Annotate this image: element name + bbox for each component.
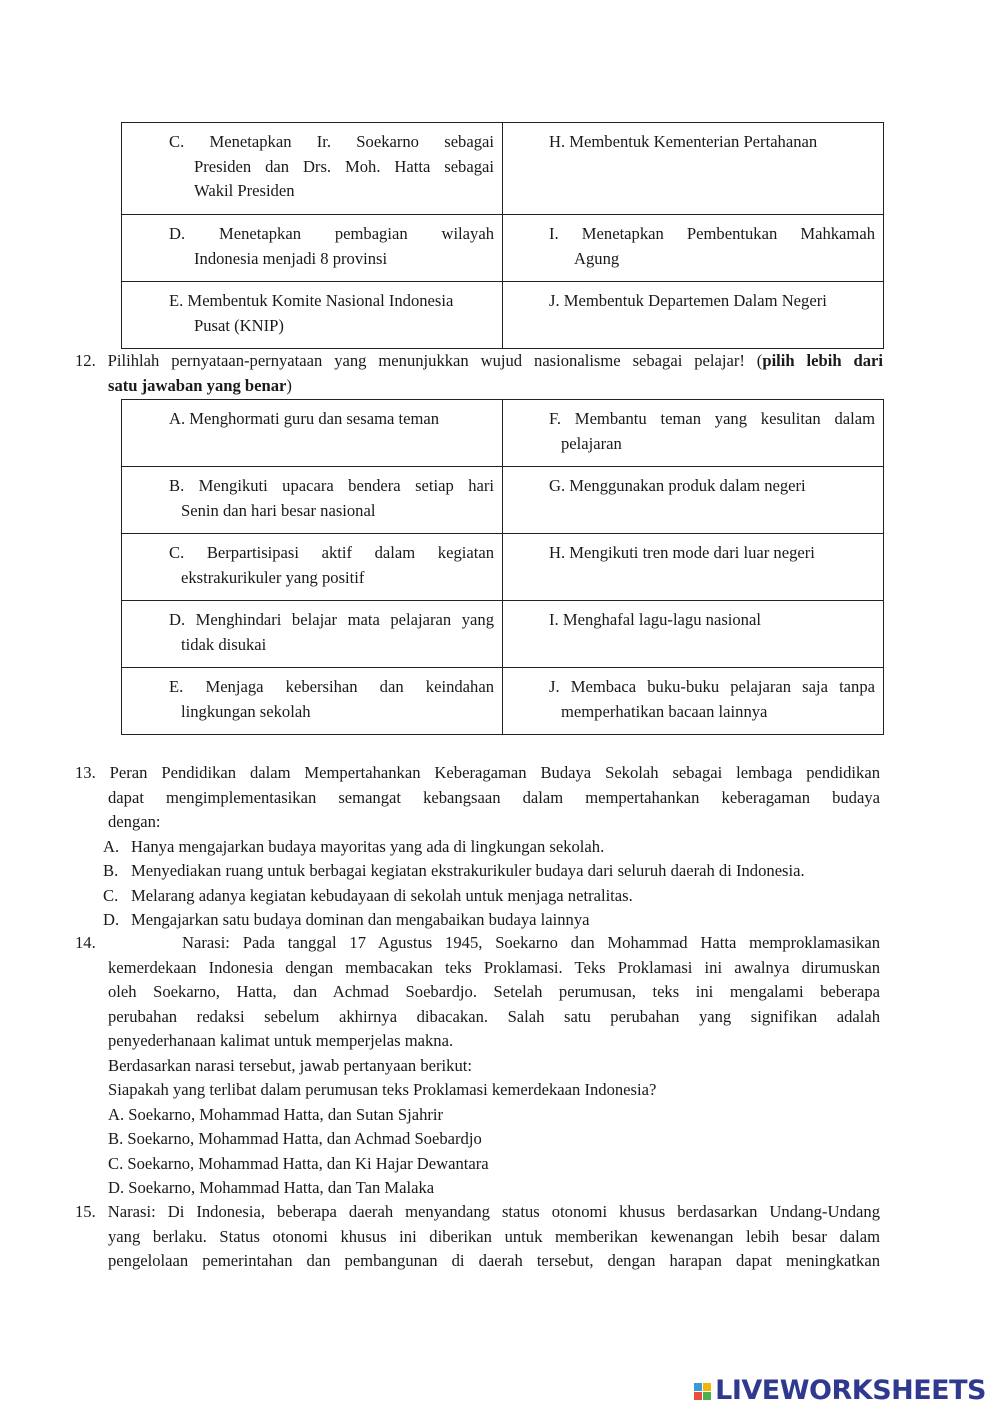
- option-cell: [503, 282, 884, 349]
- question-13: [75, 761, 880, 933]
- option-text: I. Menghafal lagu-lagu nasional: [549, 610, 761, 629]
- answer-option[interactable]: [103, 884, 880, 909]
- question-number: 13.: [75, 763, 96, 782]
- table-row: [122, 400, 884, 467]
- option-cell: [503, 467, 884, 534]
- option-cell: [503, 123, 884, 215]
- option-text: Presiden dan Drs. Moh. Hatta sebagai: [194, 156, 494, 176]
- option-label: B.: [103, 861, 119, 880]
- answer-option[interactable]: C. Soekarno, Mohammad Hatta, dan Ki Hajar Dewantara: [108, 1153, 489, 1173]
- answer-option[interactable]: D. Soekarno, Mohammad Hatta, dan Tan Malaka: [108, 1178, 435, 1197]
- question-text: Narasi: Di Indonesia, beberapa daerah menyandang status otonomi khusus berdasarkan Undang-Undang: [107, 1202, 880, 1221]
- table-row: [122, 215, 884, 282]
- option-text: Hanya mengajarkan budaya mayoritas yang ada di lingkungan sekolah.: [131, 836, 605, 856]
- option-text: E. Menjaga kebersihan dan keindahan: [169, 677, 494, 696]
- option-cell: [122, 534, 503, 601]
- question-text: yang berlaku. Status otonomi khusus ini diberikan untuk memberikan kewenangan lebih besar dalam: [108, 1226, 880, 1246]
- question-text: oleh Soekarno, Hatta, dan Achmad Soebardjo. Setelah perumusan, teks ini mengalami beberapa: [108, 982, 880, 1001]
- table-row: [122, 601, 884, 668]
- option-text: A. Menghormati guru dan sesama teman: [169, 409, 440, 428]
- option-cell: [503, 601, 884, 668]
- answer-option[interactable]: B. Soekarno, Mohammad Hatta, dan Achmad Soebardjo: [108, 1129, 482, 1148]
- question-text: kemerdekaan Indonesia dengan membacakan teks Proklamasi. Teks Proklamasi ini awalnya dirumuskan: [108, 957, 880, 977]
- option-cell: [122, 400, 503, 467]
- brand-name: LIVEWORKSHEETS: [715, 1374, 986, 1406]
- liveworksheets-logo: [694, 1376, 986, 1406]
- option-text: pelajaran: [561, 433, 622, 453]
- option-cell: [122, 123, 503, 215]
- q11-options-table: [121, 122, 884, 349]
- option-text: J. Membaca buku-buku pelajaran saja tanpa: [549, 677, 875, 696]
- option-text: Menyediakan ruang untuk berbagai kegiatan ekstrakurikuler budaya dari seluruh daerah di Indonesia.: [131, 861, 805, 880]
- table-row: [122, 668, 884, 735]
- option-text: H. Membentuk Kementerian Pertahanan: [549, 132, 818, 151]
- option-text: F. Membantu teman yang kesulitan dalam: [549, 409, 875, 428]
- option-cell: [122, 282, 503, 349]
- question-emphasis: satu jawaban yang benar: [108, 375, 287, 395]
- option-cell: [503, 400, 884, 467]
- answer-option[interactable]: [103, 835, 880, 860]
- option-text: C. Berpartisipasi aktif dalam kegiatan: [169, 543, 494, 562]
- option-text: ekstrakurikuler yang positif: [181, 567, 365, 587]
- question-number: 15.: [75, 1202, 96, 1221]
- option-text: E. Membentuk Komite Nasional Indonesia: [169, 291, 454, 310]
- question-number: 12.: [75, 351, 96, 370]
- question-number: 14.: [75, 933, 96, 952]
- option-text: J. Membentuk Departemen Dalam Negeri: [549, 291, 827, 310]
- option-cell: [503, 668, 884, 735]
- option-text: Pusat (KNIP): [194, 315, 284, 335]
- table-row: [122, 467, 884, 534]
- question-text: perubahan redaksi sebelum akhirnya dibacakan. Salah satu perubahan yang signifikan adalah: [108, 1006, 880, 1026]
- option-text: B. Mengikuti upacara bendera setiap hari: [169, 476, 494, 495]
- option-text: Agung: [574, 248, 620, 268]
- option-text: Wakil Presiden: [194, 181, 295, 200]
- option-text: G. Menggunakan produk dalam negeri: [549, 476, 806, 495]
- question-emphasis: pilih lebih dari: [762, 351, 883, 370]
- option-label: A.: [103, 836, 120, 856]
- question-text: Narasi: Pada tanggal 17 Agustus 1945, Soekarno dan Mohammad Hatta memproklamasikan: [182, 933, 880, 952]
- option-cell: [503, 215, 884, 282]
- question-15: [75, 1200, 880, 1274]
- option-text: tidak disukai: [181, 634, 267, 654]
- question-text: pengelolaan pemerintahan dan pembangunan di daerah tersebut, dengan harapan dapat meningkatkan: [108, 1251, 880, 1270]
- table-row: [122, 123, 884, 215]
- question-12-prompt: [75, 349, 883, 398]
- question-text: dapat mengimplementasikan semangat kebangsaan dalam mempertahankan keberagaman budaya: [108, 787, 880, 807]
- table-row: [122, 534, 884, 601]
- table-row: [122, 282, 884, 349]
- question-text: Pilihlah pernyataan-pernyataan yang menunjukkan wujud nasionalisme sebagai pelajar! (: [107, 351, 763, 370]
- option-text: memperhatikan bacaan lainnya: [561, 701, 768, 721]
- question-14: [75, 931, 880, 1201]
- option-cell: [122, 601, 503, 668]
- option-text: Indonesia menjadi 8 provinsi: [194, 248, 388, 268]
- option-text: H. Mengikuti tren mode dari luar negeri: [549, 543, 815, 562]
- option-text: D. Menetapkan pembagian wilayah: [169, 224, 494, 243]
- question-text: dengan:: [108, 812, 161, 831]
- option-text: Melarang adanya kegiatan kebudayaan di sekolah untuk menjaga netralitas.: [131, 885, 633, 905]
- option-text: lingkungan sekolah: [181, 701, 311, 721]
- answer-option[interactable]: [103, 908, 880, 933]
- question-text: ): [286, 375, 292, 395]
- question-text: penyederhanaan kalimat untuk memperjelas makna.: [108, 1031, 454, 1050]
- option-text: D. Menghindari belajar mata pelajaran yang: [169, 610, 494, 629]
- option-cell: [122, 668, 503, 735]
- option-cell: [122, 215, 503, 282]
- option-cell: [122, 467, 503, 534]
- option-text: I. Menetapkan Pembentukan Mahkamah: [549, 224, 875, 243]
- option-label: C.: [103, 885, 119, 905]
- option-cell: [503, 534, 884, 601]
- question-text: Siapakah yang terlibat dalam perumusan teks Proklamasi kemerdekaan Indonesia?: [108, 1080, 657, 1099]
- answer-option[interactable]: A. Soekarno, Mohammad Hatta, dan Sutan Sjahrir: [108, 1104, 444, 1124]
- q12-options-table: [121, 399, 884, 735]
- question-instruction: Berdasarkan narasi tersebut, jawab pertanyaan berikut:: [108, 1055, 472, 1075]
- option-label: D.: [103, 910, 120, 929]
- logo-mark-icon: [694, 1383, 711, 1400]
- option-text: C. Menetapkan Ir. Soekarno sebagai: [169, 132, 494, 151]
- option-text: Senin dan hari besar nasional: [181, 500, 376, 520]
- question-text: Peran Pendidikan dalam Mempertahankan Keberagaman Budaya Sekolah sebagai lembaga pendidikan: [109, 763, 880, 782]
- option-text: Mengajarkan satu budaya dominan dan mengabaikan budaya lainnya: [131, 910, 590, 929]
- answer-option[interactable]: [103, 859, 880, 884]
